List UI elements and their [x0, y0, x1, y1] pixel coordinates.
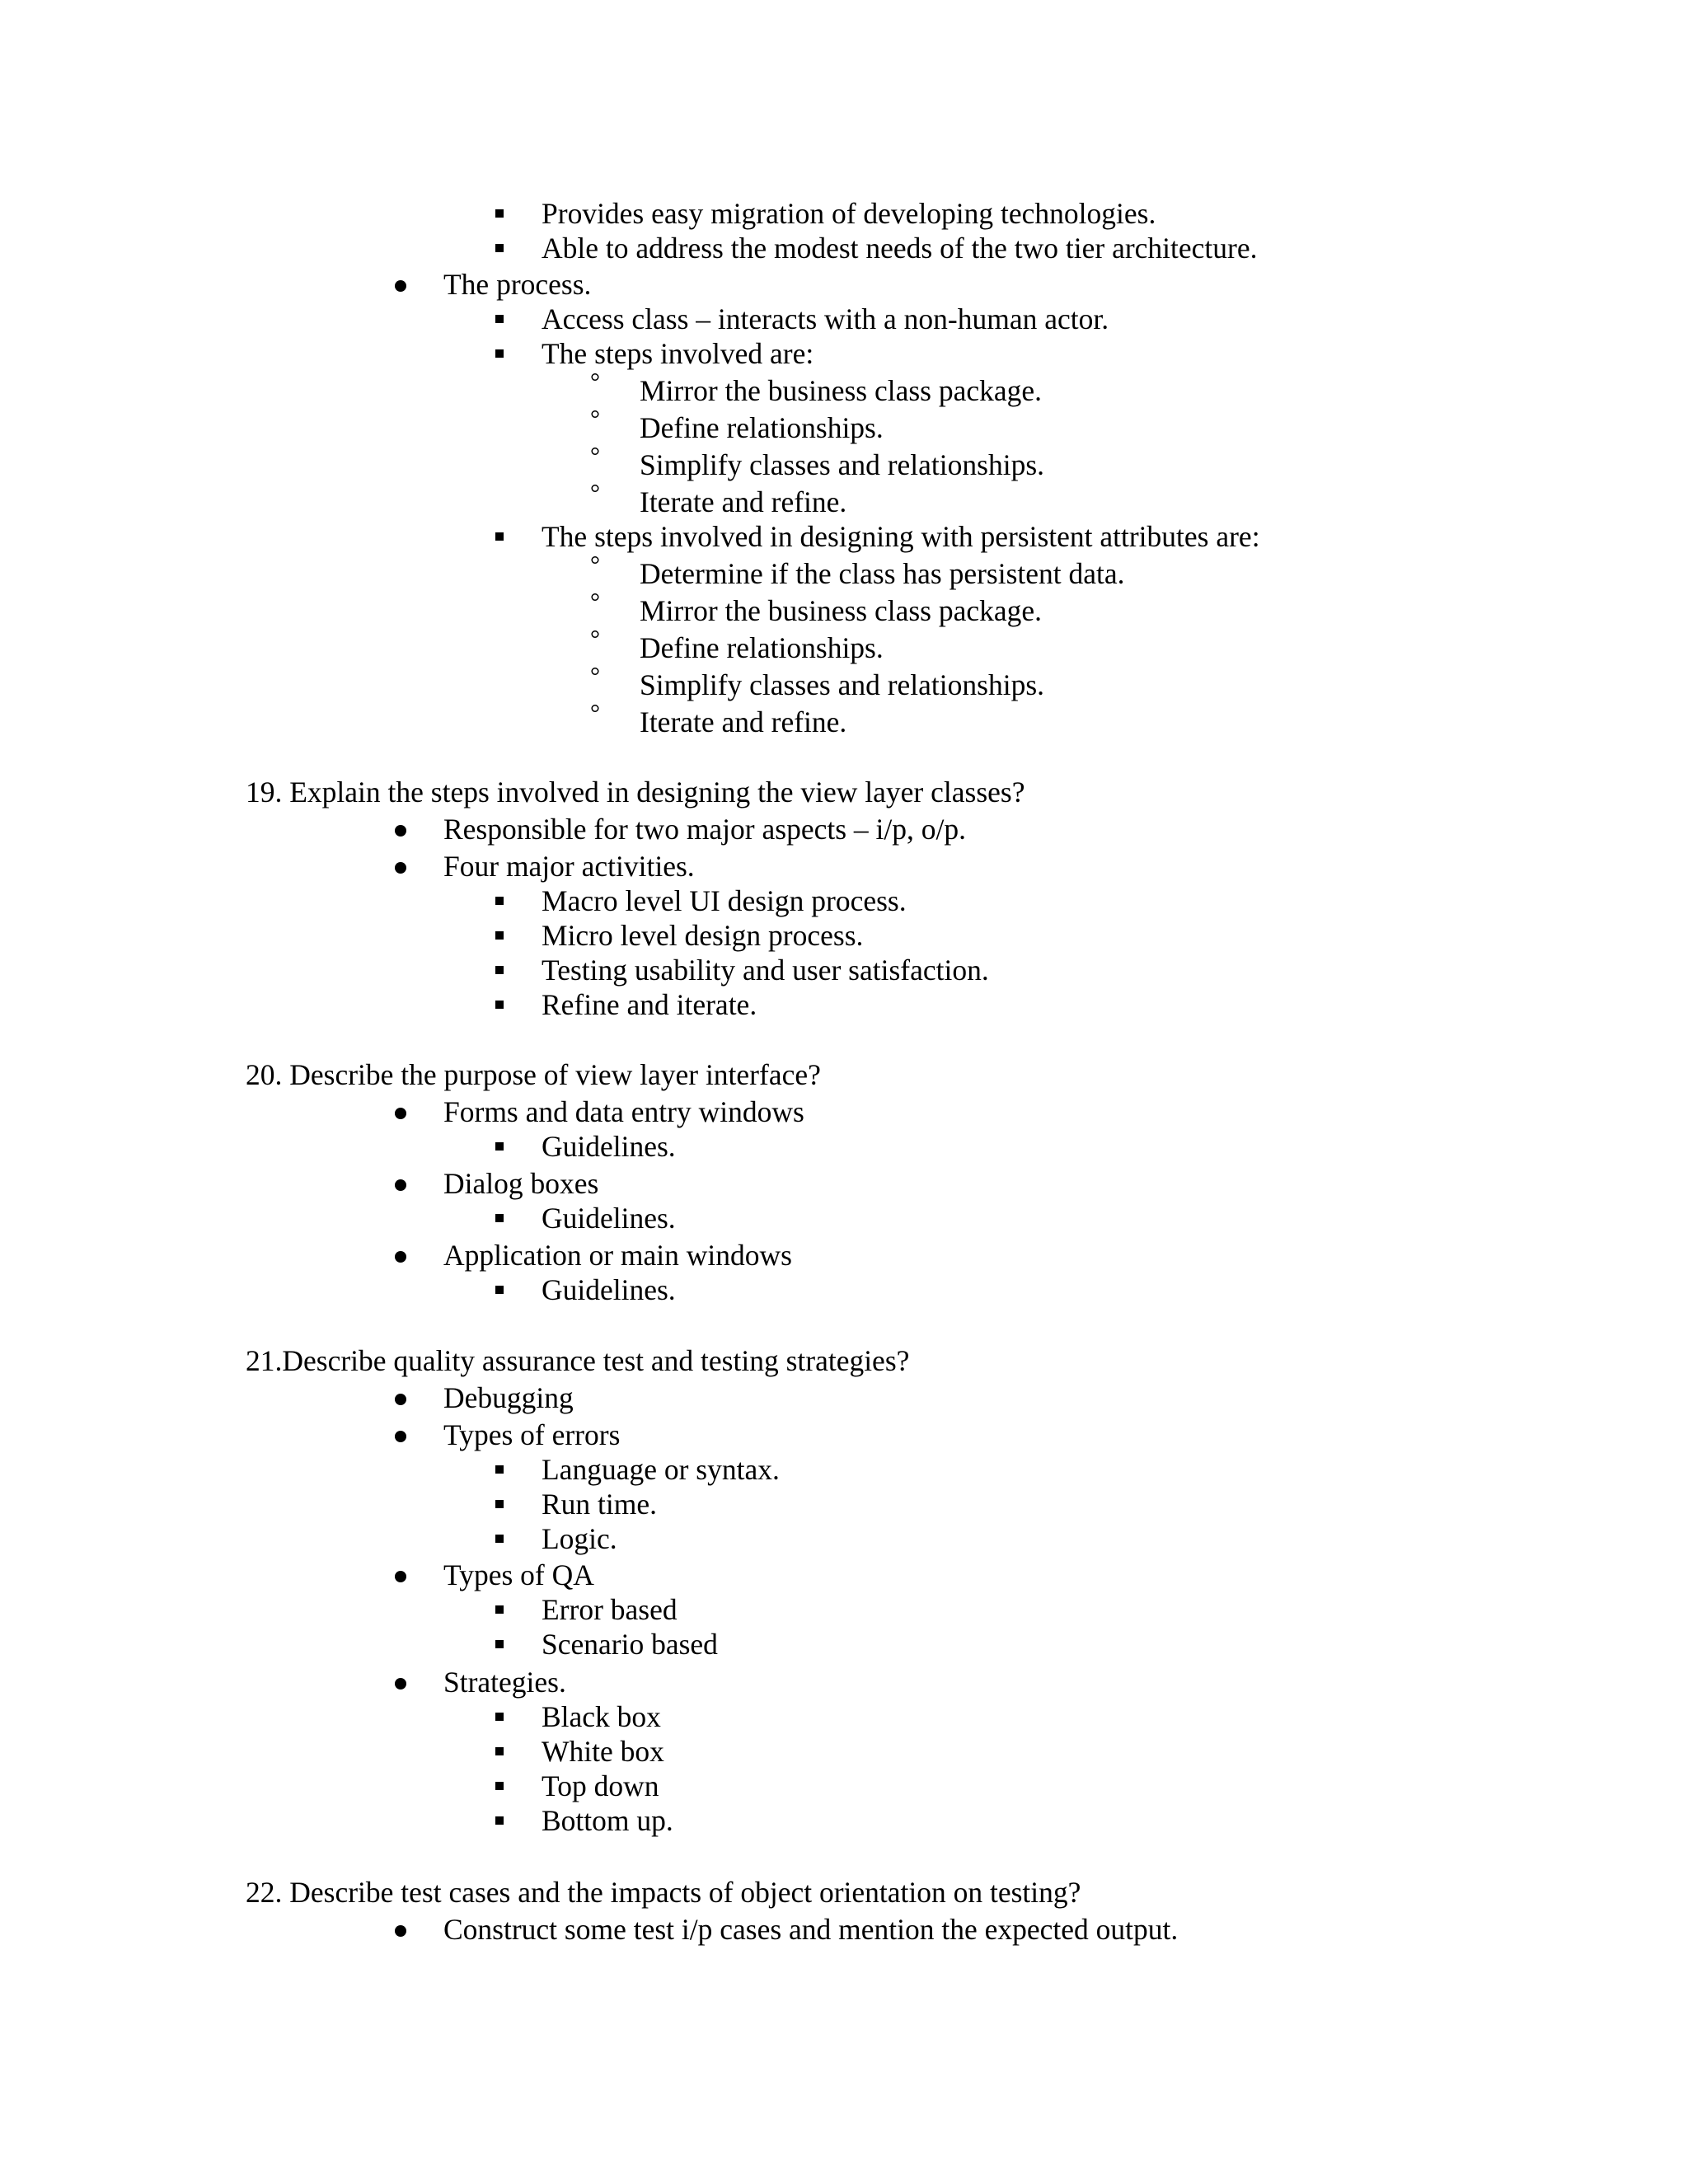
bullet-dot-icon: [395, 280, 406, 292]
bullet-square-icon: [495, 1286, 504, 1294]
bullet-dot-icon: [395, 1431, 406, 1442]
bullet-square-icon: [495, 897, 504, 905]
bullet-item: Responsible for two major aspects – i/p, o/p.: [443, 813, 966, 846]
sub-bullet-item: Language or syntax.: [542, 1453, 780, 1486]
bullet-square-icon: [495, 1640, 504, 1648]
bullet-square-icon: [495, 1001, 504, 1009]
bullet-dot-icon: [395, 1108, 406, 1119]
bullet-dot-icon: [395, 1179, 406, 1191]
sub-sub-bullet-item: Mirror the business class package.: [640, 594, 1042, 627]
sub-bullet-item: The steps involved in designing with persistent attributes are:: [542, 520, 1260, 553]
sub-bullet-item: White box: [542, 1735, 664, 1768]
sub-sub-bullet-item: Simplify classes and relationships.: [640, 668, 1045, 701]
sub-bullet-item: Guidelines.: [542, 1273, 676, 1306]
question-heading: 20. Describe the purpose of view layer interface?: [246, 1058, 821, 1091]
bullet-dot-icon: [395, 862, 406, 874]
question-heading: 19. Explain the steps involved in designing the view layer classes?: [246, 776, 1025, 808]
bullet-square-icon: [495, 1535, 504, 1543]
bullet-square-icon: [495, 209, 504, 218]
sub-bullet-item: Refine and iterate.: [542, 988, 757, 1021]
bullet-square-icon: [495, 1605, 504, 1614]
sub-bullet-item: Error based: [542, 1593, 678, 1626]
sub-sub-bullet-item: Simplify classes and relationships.: [640, 448, 1045, 481]
sub-bullet-item: Logic.: [542, 1522, 617, 1555]
bullet-square-icon: [495, 1142, 504, 1151]
sub-sub-bullet-item: Mirror the business class package.: [640, 374, 1042, 407]
sub-bullet-item: Bottom up.: [542, 1804, 673, 1837]
bullet-item: Strategies.: [443, 1666, 566, 1699]
bullet-circle-icon: °: [590, 368, 600, 396]
sub-bullet-item: Black box: [542, 1700, 661, 1733]
bullet-item: Debugging: [443, 1381, 574, 1414]
bullet-square-icon: [495, 1500, 504, 1508]
bullet-circle-icon: °: [590, 551, 600, 579]
bullet-item: Construct some test i/p cases and mention the expected output.: [443, 1913, 1179, 1946]
bullet-circle-icon: °: [590, 405, 600, 433]
sub-bullet-item: Micro level design process.: [542, 919, 864, 952]
bullet-item: Application or main windows: [443, 1239, 792, 1272]
sub-sub-bullet-item: Determine if the class has persistent data.: [640, 557, 1125, 590]
sub-bullet-item: Access class – interacts with a non-human actor.: [542, 302, 1109, 335]
bullet-circle-icon: °: [590, 663, 600, 690]
bullet-square-icon: [495, 532, 504, 541]
bullet-dot-icon: [395, 1678, 406, 1690]
bullet-item: Four major activities.: [443, 850, 695, 883]
bullet-dot-icon: [395, 1925, 406, 1937]
bullet-square-icon: [495, 1214, 504, 1222]
bullet-dot-icon: [395, 1251, 406, 1263]
sub-sub-bullet-item: Iterate and refine.: [640, 705, 847, 738]
bullet-square-icon: [495, 966, 504, 974]
sub-sub-bullet-item: Define relationships.: [640, 411, 884, 444]
bullet-item: Types of errors: [443, 1418, 621, 1451]
bullet-item: The process.: [443, 268, 592, 301]
bullet-square-icon: [495, 244, 504, 252]
sub-bullet-item: Able to address the modest needs of the two tier architecture.: [542, 232, 1258, 265]
bullet-square-icon: [495, 1747, 504, 1755]
bullet-item: Types of QA: [443, 1558, 594, 1591]
bullet-circle-icon: °: [590, 443, 600, 470]
sub-sub-bullet-item: Define relationships.: [640, 631, 884, 664]
question-heading: 22. Describe test cases and the impacts of object orientation on testing?: [246, 1876, 1081, 1909]
sub-sub-bullet-item: Iterate and refine.: [640, 485, 847, 518]
bullet-circle-icon: °: [590, 480, 600, 507]
bullet-dot-icon: [395, 1394, 406, 1405]
bullet-circle-icon: °: [590, 700, 600, 727]
sub-bullet-item: Guidelines.: [542, 1130, 676, 1163]
sub-bullet-item: Scenario based: [542, 1628, 718, 1661]
bullet-dot-icon: [395, 1571, 406, 1582]
question-heading: 21.Describe quality assurance test and testing strategies?: [246, 1344, 910, 1377]
bullet-circle-icon: °: [590, 626, 600, 653]
sub-bullet-item: Run time.: [542, 1488, 658, 1521]
sub-bullet-item: The steps involved are:: [542, 337, 814, 370]
bullet-square-icon: [495, 1816, 504, 1825]
bullet-circle-icon: °: [590, 588, 600, 616]
sub-bullet-item: Top down: [542, 1769, 659, 1802]
sub-bullet-item: Testing usability and user satisfaction.: [542, 954, 989, 987]
bullet-square-icon: [495, 315, 504, 323]
bullet-square-icon: [495, 1713, 504, 1721]
bullet-square-icon: [495, 931, 504, 940]
bullet-square-icon: [495, 1465, 504, 1474]
sub-bullet-item: Guidelines.: [542, 1202, 676, 1235]
sub-bullet-item: Provides easy migration of developing technologies.: [542, 197, 1156, 230]
bullet-dot-icon: [395, 825, 406, 837]
bullet-item: Forms and data entry windows: [443, 1095, 804, 1128]
bullet-square-icon: [495, 1782, 504, 1790]
sub-bullet-item: Macro level UI design process.: [542, 884, 907, 917]
bullet-square-icon: [495, 349, 504, 358]
bullet-item: Dialog boxes: [443, 1167, 599, 1200]
